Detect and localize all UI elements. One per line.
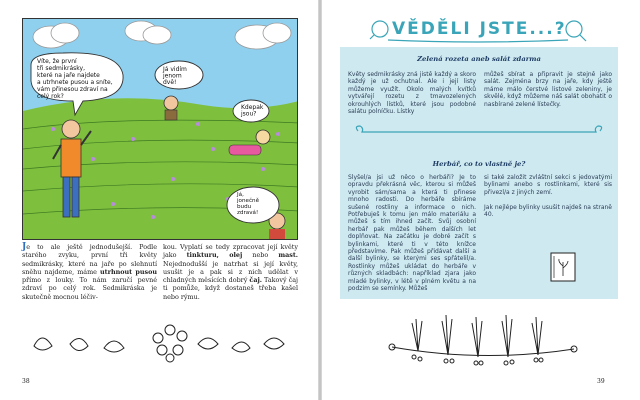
swirl-divider: [352, 124, 606, 138]
drying-herbs-illustration: [388, 305, 578, 377]
text-run: Nejednodušší je natrhat si její květy, usušit je a pak si z nich udělat v chladných měsících dobrý: [163, 259, 298, 285]
bold-phrase: mast.: [278, 251, 298, 260]
bubble-line: zdravá!: [237, 210, 259, 216]
left-column-2: [163, 243, 298, 301]
bubble-line: jsou?: [241, 110, 257, 118]
bold-phrase: čaj.: [249, 276, 262, 285]
bubble-line: Víte, že první: [37, 58, 77, 65]
herb-bundle-icon: [532, 317, 543, 362]
comic-bubble-texts: [23, 19, 298, 240]
leaf-icon: [104, 341, 124, 352]
comic-illustration: [22, 18, 298, 240]
bubble-line: budu: [237, 204, 252, 210]
leaf-icon: [70, 338, 88, 350]
text-run: kou. Vyplatí se tedy zpracovat její květy jako: [163, 243, 298, 260]
flower-wreath-icon: [153, 325, 187, 362]
bubble-line: které na jaře najdete: [37, 72, 100, 79]
text-run: přímo z louky. To nám zaručí pevné zdraví po celý rok. Sedmikráska je skutečně mocnou léčiv-: [22, 276, 157, 301]
text-run: e to ale ještě jednodušejší. Podle starého zvyku, první tři květy sedmikrásky, které na jaře po slehnutí sněhu najdeme, máme: [22, 243, 157, 276]
leaf-icon: [34, 338, 52, 350]
bubble-line: Já vidím: [163, 66, 187, 73]
herb-bundle-icon: [442, 315, 454, 363]
speech-bubble-4: [236, 191, 260, 216]
section-2-column-2: [484, 174, 612, 218]
leaf-icon: [198, 338, 218, 349]
speech-bubble-1: [37, 58, 113, 100]
dropcap: J: [22, 242, 27, 252]
section-2-text: si také založit zvláštní sekci s jedovatými bylinami anebo s rostlinkami, které sis přivezl/a z jiných zemí.: [484, 174, 612, 196]
leaf-doodles: [22, 316, 298, 364]
speech-bubble-3: [240, 104, 264, 118]
bold-phrase: tinkturu, olej: [186, 251, 243, 260]
bubble-line: tři sedmikrásky,: [37, 65, 85, 72]
page-number-left: 38: [22, 378, 30, 385]
herb-bundle-icon: [412, 319, 422, 361]
bubble-line: celý rok?: [37, 93, 64, 100]
bubble-line: jonečně: [237, 198, 260, 204]
gutter: [318, 0, 322, 400]
section-heading-2: Herbář, co to vlastně je?: [432, 160, 526, 168]
section-1-column-1: Květy sedmikrásky zná jistě každý a skoro každý je už ochutnal. Ale i její listy můžeme využít. Okolo malých kvítků vytvářejí rozetu z tmavozelených okrouhlých lístků, které jsou podobné salátu polníčku. Lístky: [348, 71, 476, 116]
herb-bundle-icon: [502, 315, 514, 365]
herb-bundle-icon: [472, 317, 483, 365]
bubble-line: Já,: [237, 192, 244, 198]
section-2-column-1: Slyšel/a jsi už něco o herbáři? Je to opravdu překrásná věc, kterou si můžeš vyrobit sám/sama a která ti přinese mnoho radosti. Do herbáře sbíráme sušené rostliny a informace o nich. Potřebuješ k tomu jen málo materiálu a můžeš s tím ihned začít. Svůj osobní herbář pak můžeš během dalších let doplňovat. Na začátku je dobré začít s bylinkami, které ti v této knížce představíme. Pak můžeš přidávat další a další bylinky, se kterými ses spřátelil/a. Rostlinky můžeš ukládat do herbáře v různých skladbách: například zjara jako mladé bylinky, v létě v plném květu a na podzim se semínky. Můžeš: [348, 174, 476, 293]
leaf-icon: [232, 342, 250, 352]
leaf-icon: [264, 338, 284, 349]
bubble-line: dvě!: [163, 79, 177, 86]
text-run: nebo: [242, 251, 279, 260]
page-title: VĚDĚLI JSTE...?: [392, 19, 567, 39]
magnifier-icon: [566, 21, 582, 37]
section-1-column-2: můžeš sbírat a připravit je stejně jako salát. Zejména brzy na jaře, kdy ještě máme málo čerstvé listové zeleniny, je skvělé, když můžeme náš salát obohatit o nasbírané zelené lístečky.: [484, 71, 612, 108]
bubble-line: vám přinesou zdraví na: [37, 86, 108, 93]
section-heading-1: Zelená rozeta aneb salát zdarma: [417, 55, 541, 63]
section-2-reference: Jak nejlépe bylinky usušit najdeš na straně 40.: [484, 203, 612, 219]
bubble-line: a utrhnete pusou a sníte,: [37, 79, 113, 86]
bubble-line: Kdepak: [241, 104, 264, 111]
magnifier-icon: [372, 21, 388, 37]
bold-phrase: utrhnout pusou: [100, 267, 158, 276]
text-run: Takový čaj ti pomůže, když dostaneš třeba kašel nebo rýmu.: [163, 276, 298, 301]
page-number-right: 39: [597, 378, 605, 385]
left-column-1: [22, 243, 157, 301]
herbarium-book-icon: [548, 250, 578, 284]
bubble-line: jenom: [163, 72, 182, 80]
speech-bubble-2: [162, 66, 187, 86]
